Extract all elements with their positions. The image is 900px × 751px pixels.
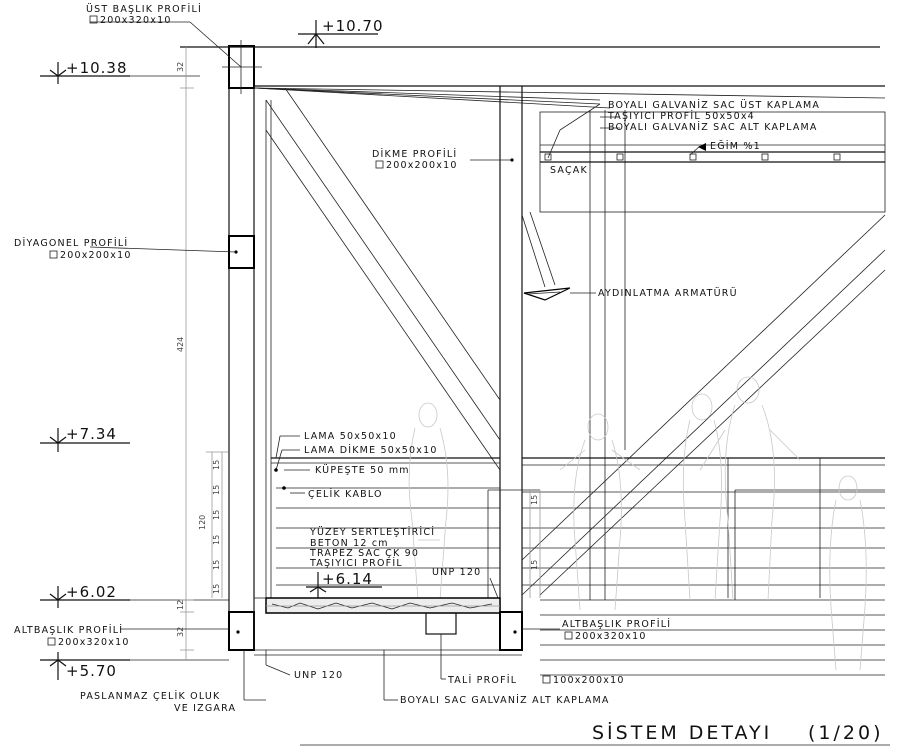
dim-424: 424 <box>176 336 185 352</box>
dim-32-top: 32 <box>176 61 185 72</box>
dim-15: 15 <box>212 459 221 470</box>
slope-arrow-icon <box>698 143 706 151</box>
bottom-chord-right <box>500 612 522 650</box>
profile-square-icon <box>376 161 383 168</box>
altbaslik-right-size: 200x320x10 <box>575 631 647 642</box>
tali-size: 100x200x10 <box>553 675 625 686</box>
ust-baslik-label: ÜST BAŞLIK PROFİLİ <box>86 4 202 15</box>
dim-15: 15 <box>530 494 539 505</box>
tali-label: TALİ PROFİL <box>448 675 518 686</box>
unp-top-label: UNP 120 <box>432 567 482 578</box>
dim-15: 15 <box>212 583 221 594</box>
level-1070: +10.70 <box>322 17 384 35</box>
trapez-label: TRAPEZ SAC ÇK 90 <box>310 548 420 559</box>
altbaslik-left-size: 200x320x10 <box>58 637 130 648</box>
secondary-beam <box>254 613 522 655</box>
tasiyici-50-label: TAŞIYICI PROFİL 50x50x4 <box>608 111 755 122</box>
tasiyici-label: TAŞIYICI PROFİL <box>310 558 403 569</box>
level-614: +6.14 <box>322 570 373 588</box>
drawing-title: SİSTEM DETAYI <box>592 722 773 744</box>
drawing-scale: (1/20) <box>808 722 884 744</box>
yuzey-label-2: BETON 12 cm <box>310 538 389 549</box>
dim-12: 12 <box>176 599 185 610</box>
main-column <box>229 88 254 612</box>
altbaslik-left-label: ALTBAŞLIK PROFİLİ <box>14 625 124 636</box>
floor-slab <box>266 598 500 613</box>
lighting-fixture <box>522 212 570 300</box>
level-1038: +10.38 <box>66 59 128 77</box>
diyagonel-size: 200x200x10 <box>60 250 132 261</box>
paslanmaz-label-1: PASLANMAZ ÇELİK OLUK <box>80 691 221 702</box>
boyali-sac-label: BOYALI SAC GALVANİZ ALT KAPLAMA <box>400 695 610 706</box>
alt-kaplama-label: BOYALI GALVANİZ SAC ALT KAPLAMA <box>608 122 818 133</box>
level-570: +5.70 <box>66 662 117 680</box>
level-602: +6.02 <box>66 583 117 601</box>
unp-bottom-label: UNP 120 <box>294 670 344 681</box>
lama-dikme-label: LAMA DİKME 50x50x10 <box>304 445 438 456</box>
diyagonel-label: DİYAGONEL PROFİLİ <box>14 238 129 249</box>
dikme-label: DİKME PROFİLİ <box>372 149 458 160</box>
profile-square-icon <box>48 638 55 645</box>
dim-120: 120 <box>198 514 207 530</box>
dim-15: 15 <box>212 484 221 495</box>
profile-square-icon <box>50 251 57 258</box>
ust-baslik-size: 200x320x10 <box>100 15 172 26</box>
ust-kaplama-label: BOYALI GALVANİZ SAC ÜST KAPLAMA <box>608 100 821 111</box>
paslanmaz-label-2: VE IZGARA <box>174 703 237 714</box>
roof-lines <box>180 47 885 108</box>
lama-label: LAMA 50x50x10 <box>304 431 397 442</box>
profile-square-icon <box>543 676 550 683</box>
egim-label: EĞİM %1 <box>710 141 761 152</box>
level-734: +7.34 <box>66 425 117 443</box>
dim-15: 15 <box>212 534 221 545</box>
dim-32-bottom: 32 <box>176 626 185 637</box>
profile-square-icon <box>565 632 572 639</box>
celik-kablo-label: ÇELİK KABLO <box>308 489 383 500</box>
yuzey-label-1: YÜZEY SERTLEŞTİRİCİ <box>310 527 436 538</box>
dim-15: 15 <box>212 559 221 570</box>
kupeste-label: KÜPEŞTE 50 mm <box>315 465 410 476</box>
railing-right <box>488 458 885 675</box>
dikme-size: 200x200x10 <box>386 160 458 171</box>
sacak-label: SAÇAK <box>550 165 588 176</box>
aydinlatma-label: AYDINLATMA ARMATÜRÜ <box>598 288 738 299</box>
dim-15: 15 <box>530 559 539 570</box>
altbaslik-right-label: ALTBAŞLIK PROFİLİ <box>562 619 672 630</box>
bottom-chord-left <box>229 598 266 650</box>
dim-15: 15 <box>212 509 221 520</box>
